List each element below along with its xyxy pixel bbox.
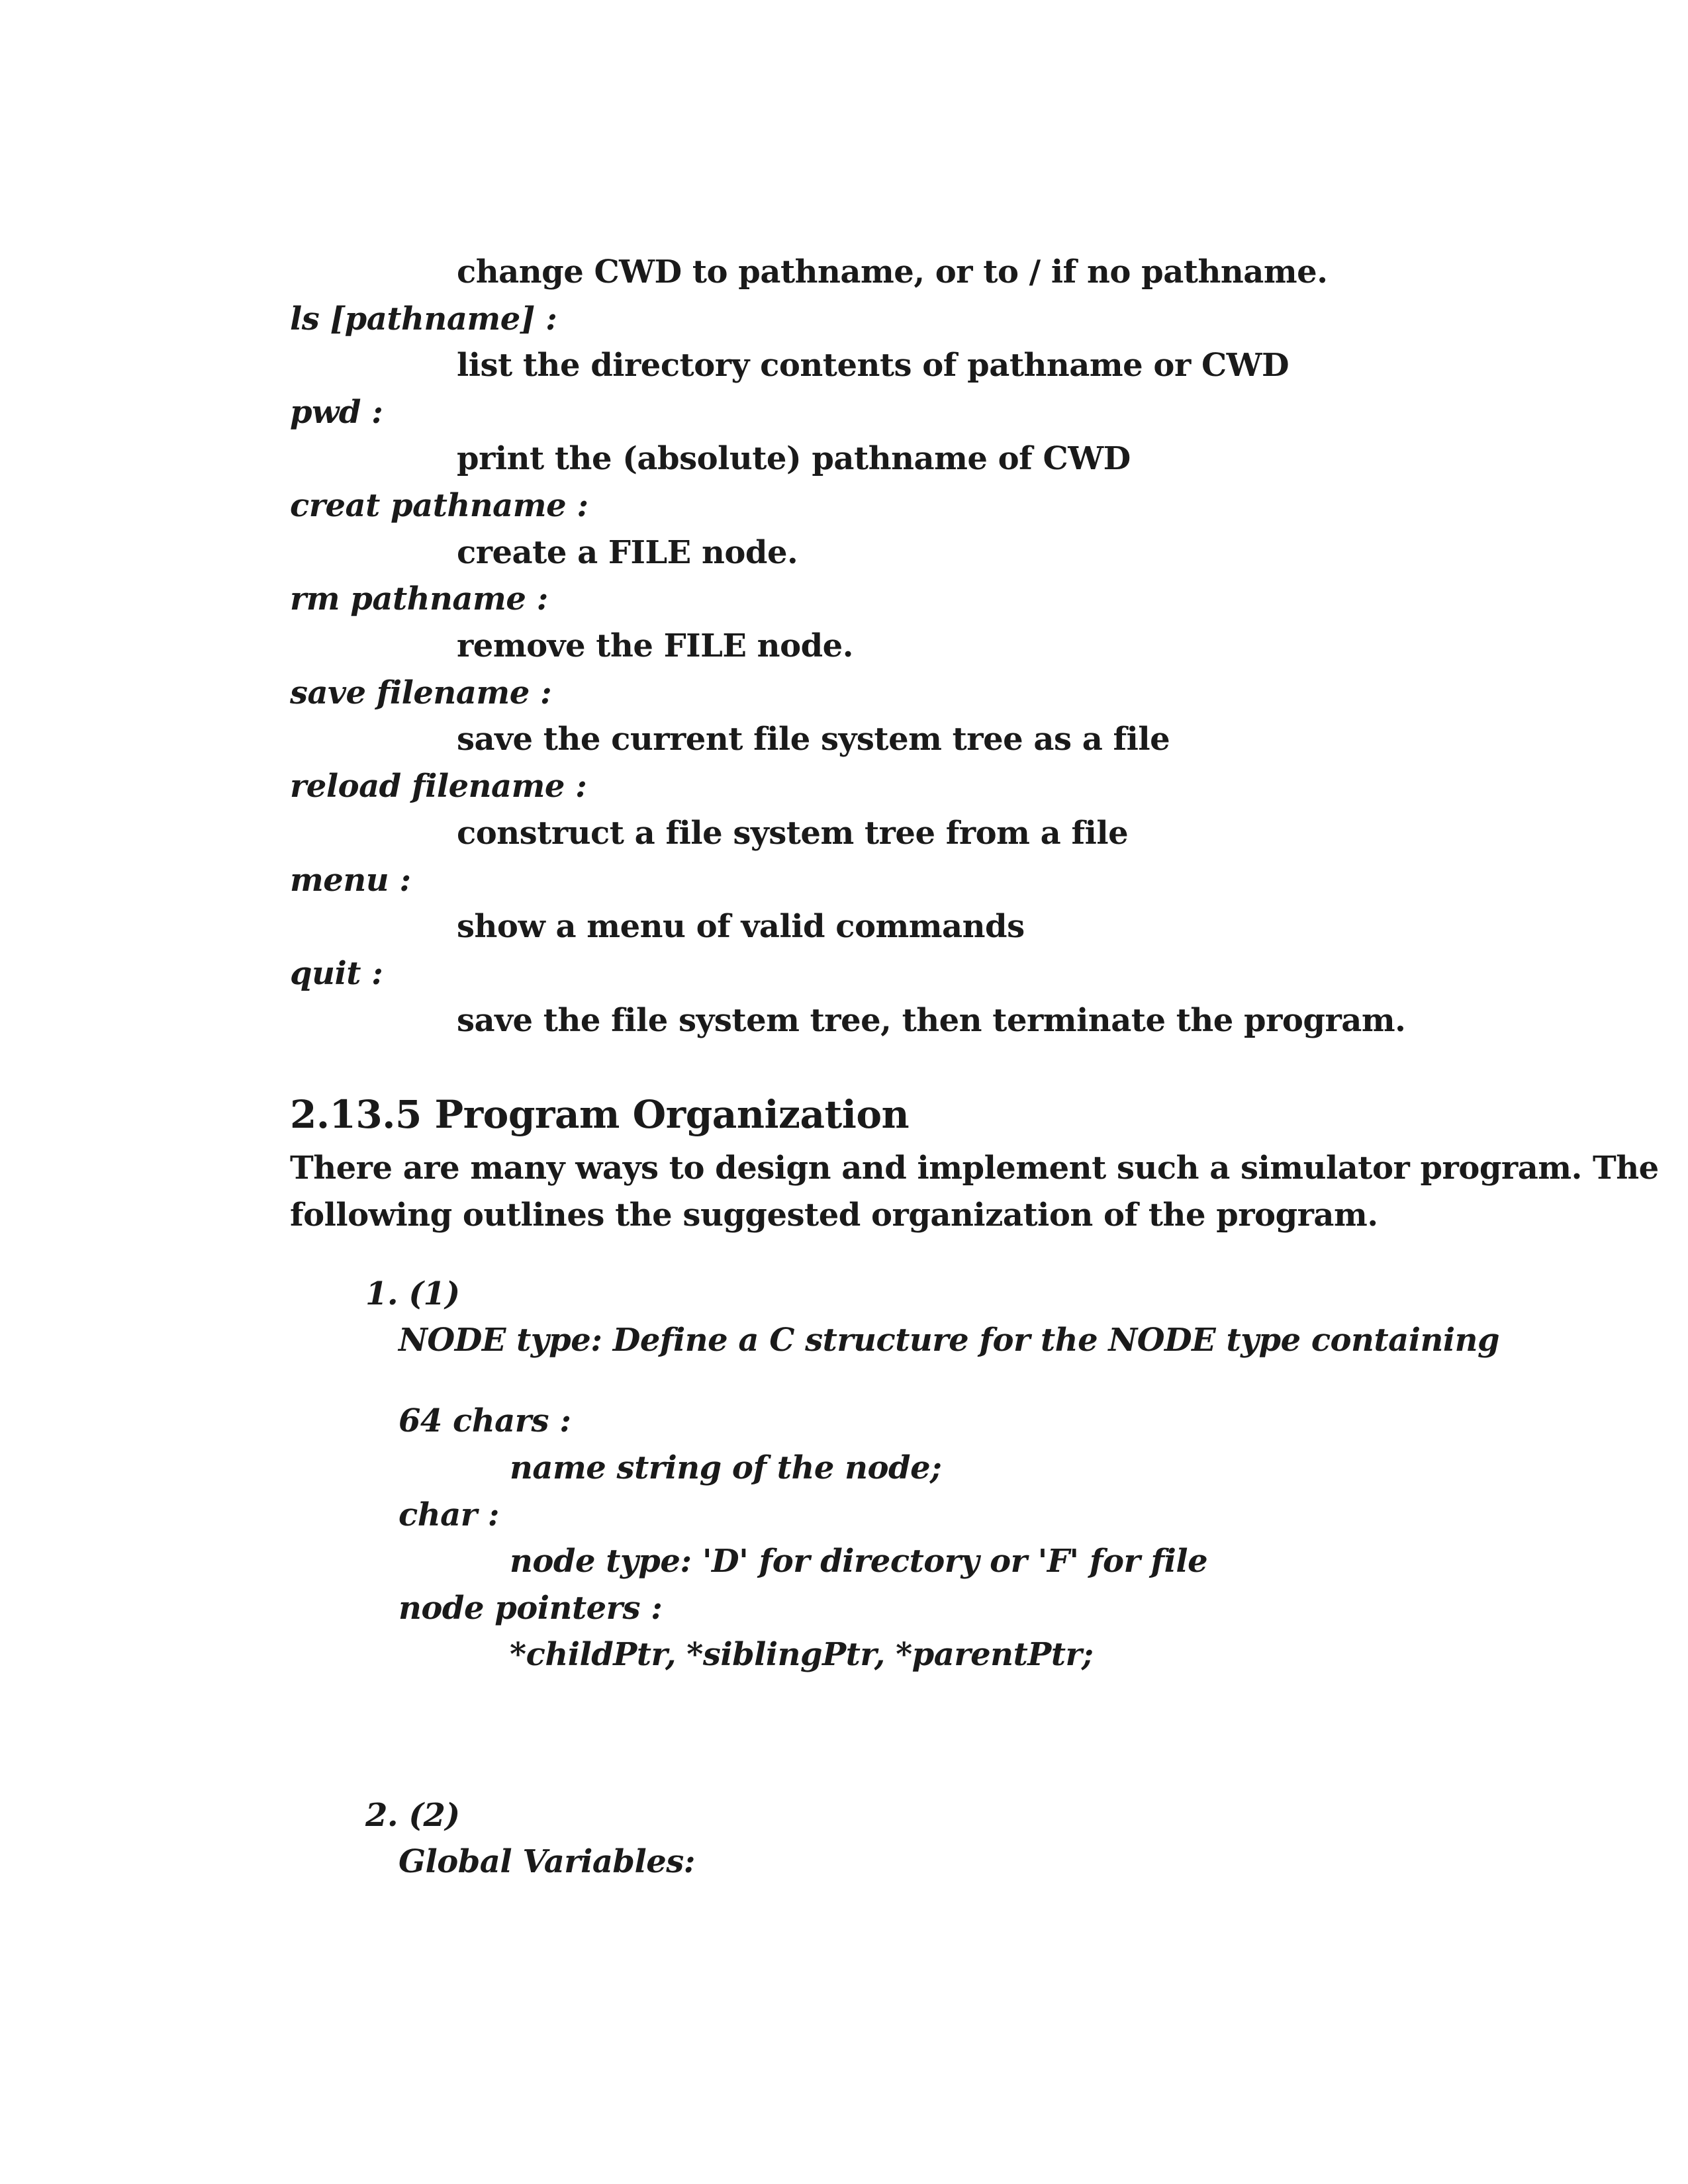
- ls-description: list the directory contents of pathname or CWD: [457, 347, 1289, 384]
- paragraph-line-1: There are many ways to design and implement such a simulator program. The: [290, 1150, 1659, 1187]
- list-item-1-number: 1. (1): [365, 1275, 460, 1312]
- quit-description: save the file system tree, then terminate the program.: [457, 1002, 1406, 1039]
- quit-command: quit :: [290, 955, 383, 992]
- reload-description: construct a file system tree from a file: [457, 815, 1129, 852]
- rm-command: rm pathname :: [290, 580, 548, 617]
- list-item-1-title: NODE type: Define a C structure for the NODE type containing: [399, 1322, 1500, 1359]
- ls-command: ls [pathname] :: [290, 300, 557, 338]
- field-desc-char: node type: 'D' for directory or 'F' for file: [510, 1543, 1208, 1580]
- save-description: save the current file system tree as a file: [457, 721, 1170, 758]
- section-heading: 2.13.5 Program Organization: [290, 1092, 910, 1137]
- field-desc-pointers: *childPtr, *siblingPtr, *parentPtr;: [510, 1636, 1094, 1673]
- pwd-description: print the (absolute) pathname of CWD: [457, 440, 1131, 477]
- paragraph-line-2: following outlines the suggested organization of the program.: [290, 1197, 1378, 1234]
- field-desc-chars: name string of the node;: [510, 1449, 942, 1486]
- list-item-2-title: Global Variables:: [399, 1843, 695, 1880]
- menu-description: show a menu of valid commands: [457, 908, 1025, 945]
- field-name-pointers: node pointers :: [399, 1590, 663, 1627]
- field-name-chars: 64 chars :: [399, 1402, 571, 1439]
- save-command: save filename :: [290, 674, 552, 711]
- creat-description: create a FILE node.: [457, 534, 798, 571]
- field-name-char: char :: [399, 1496, 499, 1533]
- reload-command: reload filename :: [290, 768, 587, 805]
- rm-description: remove the FILE node.: [457, 627, 853, 664]
- pwd-command: pwd :: [290, 394, 383, 431]
- cd-description: change CWD to pathname, or to / if no pathname.: [457, 253, 1328, 291]
- menu-command: menu :: [290, 862, 411, 899]
- list-item-2-number: 2. (2): [365, 1797, 460, 1834]
- creat-command: creat pathname :: [290, 487, 588, 524]
